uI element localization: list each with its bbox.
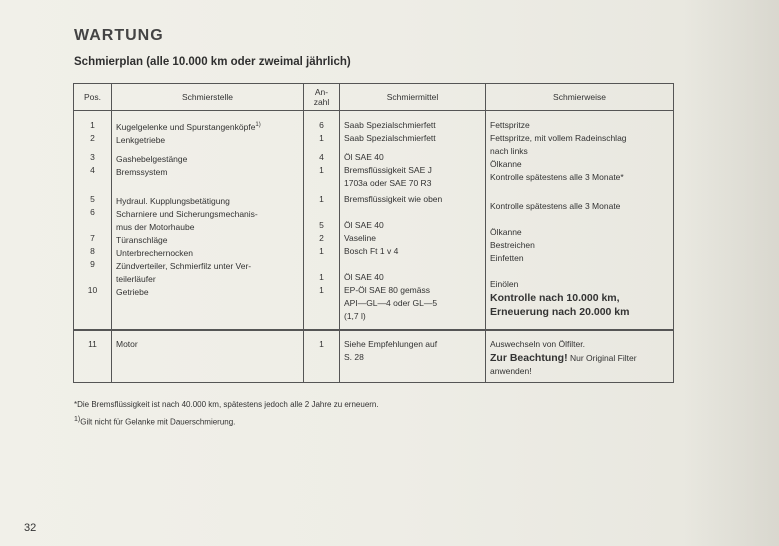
- anzahl-cell: 4: [319, 152, 324, 162]
- schmierstelle-cell: Lenkgetriebe: [116, 134, 166, 145]
- page-title: WARTUNG: [74, 27, 164, 44]
- anzahl-cell: 1: [319, 165, 324, 175]
- pos-cell: 4: [90, 165, 95, 175]
- schmierweise-cell: Kontrolle spätestens alle 3 Monate*: [490, 172, 624, 182]
- schmiermittel-cell: Saab Spezialschmierfett: [344, 120, 436, 130]
- schmierweise-cell: Erneuerung nach 20.000 km: [490, 306, 630, 318]
- schmierweise-line: anwenden!: [490, 366, 532, 376]
- anzahl-cell: 2: [319, 233, 324, 243]
- pos-cell: 5: [90, 194, 95, 204]
- schmiermittel-cell: 1703a oder SAE 70 R3: [344, 178, 432, 188]
- schmierweise-cell: Fettspritze, mit vollem Radeinschlag: [490, 133, 627, 143]
- schmierstelle-cell: Gashebelgestänge: [116, 153, 188, 164]
- header-anzahl: [304, 84, 340, 111]
- pos-cell: 1: [90, 120, 95, 130]
- schmiermittel-cell: Bremsflüssigkeit SAE J: [344, 165, 432, 175]
- footnote-marker: 1): [255, 122, 261, 128]
- pos-cell: 10: [87, 285, 98, 295]
- schmiermittel-cell: Öl SAE 40: [344, 220, 384, 230]
- pos-cell: 8: [90, 246, 95, 256]
- schmierweise-line: Auswechseln von Ölfilter.: [490, 339, 585, 349]
- schmierweise-cell: Ölkanne: [490, 227, 522, 237]
- schmierstelle-cell: Unterbrechernocken: [116, 247, 194, 258]
- schmierweise-line: Zur Beachtung! Nur Original Filter: [490, 352, 637, 364]
- schmiermittel-cell: Vaseline: [344, 233, 376, 243]
- schmierstelle-cell: Motor: [112, 330, 304, 383]
- anzahl-cell: 1: [319, 285, 324, 295]
- schmierstelle-cell: Scharniere und Sicherungsmechanis-: [116, 208, 258, 219]
- pos-cell: 9: [90, 259, 95, 269]
- schmierweise-cell: nach links: [490, 146, 528, 156]
- warning-emphasis: Zur Beachtung!: [490, 352, 568, 364]
- schmierweise-cell: Kontrolle nach 10.000 km,: [490, 292, 620, 304]
- header-schmierstelle: Schmierstelle: [112, 84, 304, 111]
- table-row-main: [74, 111, 674, 331]
- schmiermittel-cell: Bosch Ft 1 v 4: [344, 246, 399, 256]
- anzahl-column: [304, 111, 340, 331]
- pos-cell: 3: [90, 152, 95, 162]
- footnote-marker: 1): [74, 416, 81, 423]
- schmierstelle-cell: Hydraul. Kupplungsbetätigung: [116, 195, 230, 206]
- anzahl-cell: 1: [319, 246, 324, 256]
- page-number: 32: [24, 522, 37, 534]
- anzahl-cell: 1: [304, 330, 340, 383]
- schmierweise-column: [486, 111, 674, 331]
- table-header-row: [74, 84, 674, 111]
- schmiermittel-cell: Öl SAE 40: [344, 152, 384, 162]
- header-schmierweise: Schmierweise: [486, 84, 674, 111]
- anzahl-cell: 5: [319, 220, 324, 230]
- header-pos: Pos.: [74, 84, 112, 111]
- header-schmiermittel: Schmiermittel: [340, 84, 486, 111]
- schmiermittel-cell: API—GL—4 oder GL—5: [344, 298, 438, 308]
- schmierstelle-cell: Getriebe: [116, 286, 149, 297]
- schmiermittel-column: [340, 111, 486, 331]
- lubrication-table: [73, 83, 674, 383]
- schmiermittel-line: Siehe Empfehlungen auf: [344, 339, 438, 349]
- schmiermittel-cell: [340, 330, 486, 383]
- anzahl-cell: 1: [319, 194, 324, 204]
- schmiermittel-cell: Saab Spezialschmierfett: [344, 133, 436, 143]
- schmierweise-cell: Einfetten: [490, 253, 524, 263]
- table-row-motor: [74, 330, 674, 383]
- pos-cell: 2: [90, 133, 95, 143]
- anzahl-cell: 6: [319, 120, 324, 130]
- schmierweise-cell: Kontrolle spätestens alle 3 Monate: [490, 201, 621, 211]
- footnote-joints: 1)Gilt nicht für Gelanke mit Dauerschmierung.: [74, 416, 236, 427]
- pos-cell: 7: [90, 233, 95, 243]
- pos-cell: 6: [90, 207, 95, 217]
- pos-column: [74, 111, 112, 331]
- schmierstelle-cell: teilerläufer: [116, 273, 156, 284]
- section-subtitle: Schmierplan (alle 10.000 km oder zweimal jährlich): [74, 56, 351, 68]
- anzahl-cell: 1: [319, 133, 324, 143]
- schmiermittel-cell: Bremsflüssigkeit wie oben: [344, 194, 443, 204]
- footnote-brake-fluid: *Die Bremsflüssigkeit ist nach 40.000 km, spätestens jedoch alle 2 Jahre zu erneuern.: [74, 400, 379, 409]
- pos-cell: 11: [74, 330, 112, 383]
- schmierstelle-cell: Zündverteiler, Schmierfilz unter Ver-: [116, 260, 252, 271]
- schmiermittel-cell: EP-Öl SAE 80 gemäss: [344, 285, 430, 295]
- schmierstelle-cell: Türanschläge: [116, 234, 168, 245]
- schmierstelle-cell: Kugelgelenke und Spurstangenköpfe$^{1)}$: [116, 121, 261, 132]
- header-anzahl-line1: An-: [314, 87, 329, 97]
- schmierweise-cell: [486, 330, 674, 383]
- schmierstelle-cell: mus der Motorhaube: [116, 221, 195, 232]
- schmiermittel-cell: Öl SAE 40: [344, 272, 384, 282]
- schmierstelle-column: [112, 111, 304, 331]
- schmiermittel-line: S. 28: [344, 352, 364, 362]
- schmierweise-cell: Einölen: [490, 279, 519, 289]
- header-anzahl-line2: zahl: [313, 97, 330, 107]
- schmiermittel-cell: (1,7 l): [344, 311, 366, 321]
- anzahl-cell: 1: [319, 272, 324, 282]
- schmierstelle-cell: Bremssystem: [116, 166, 168, 177]
- schmierweise-cell: Ölkanne: [490, 159, 522, 169]
- schmierweise-cell: Bestreichen: [490, 240, 535, 250]
- schmierweise-cell: Fettspritze: [490, 120, 530, 130]
- page-edge-shadow: [684, 0, 779, 546]
